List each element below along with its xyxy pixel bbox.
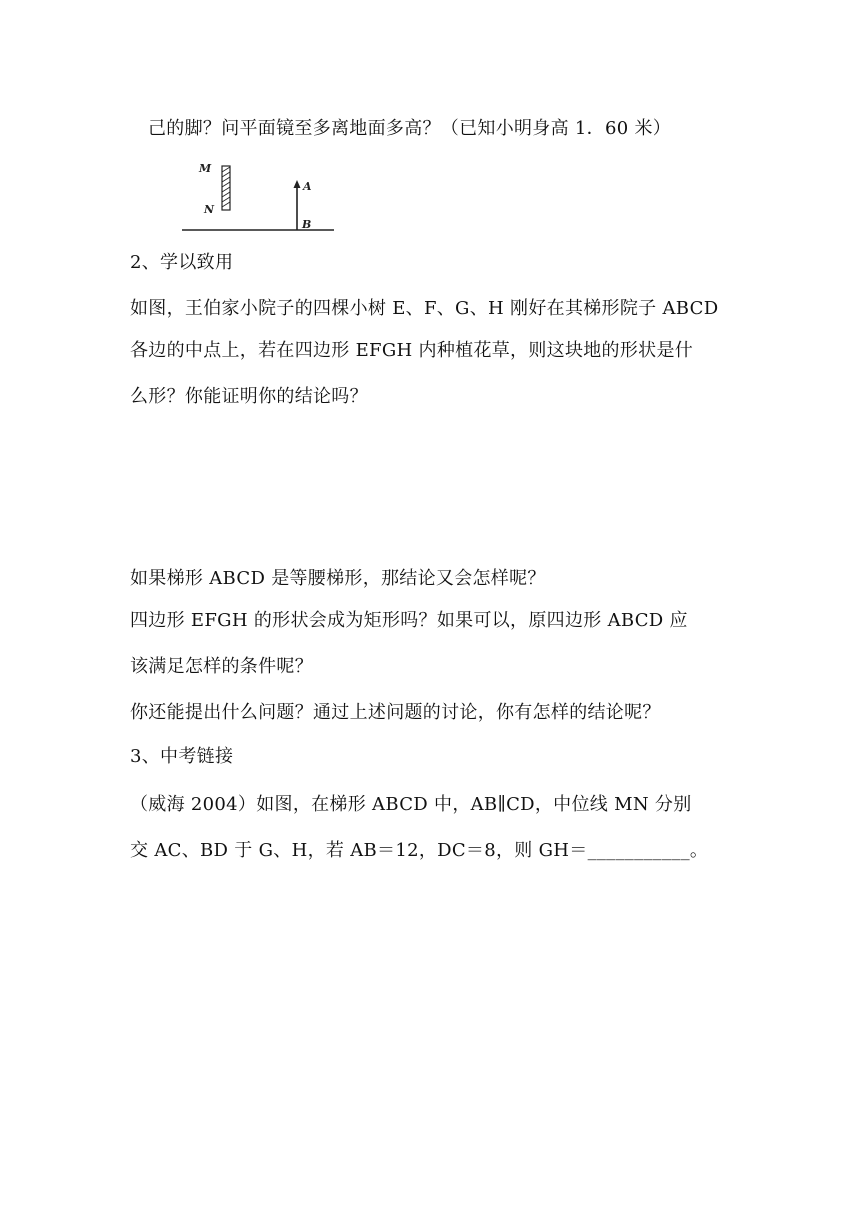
section-3-line-1: （威海 2004）如图，在梯形 ABCD 中，AB∥CD，中位线 MN 分别 (130, 794, 692, 815)
label-m: M (199, 162, 212, 175)
problem-continuation-line: 己的脚？问平面镜至多离地面多高？（已知小明身高 1．60 米） (148, 118, 672, 139)
section-2-line-3: 么形？你能证明你的结论吗？ (130, 386, 368, 407)
section-2-line-1: 如图，王伯家小院子的四棵小树 E、F、G、H 刚好在其梯形院子 ABCD (130, 298, 719, 319)
section-3-heading: 3、中考链接 (130, 746, 234, 767)
question-isosceles: 如果梯形 ABCD 是等腰梯形，那结论又会怎样呢？ (130, 568, 546, 589)
label-b: B (302, 218, 312, 231)
section-2-heading: 2、学以致用 (130, 252, 234, 273)
label-n: N (204, 203, 215, 216)
section-2-line-2: 各边的中点上，若在四边形 EFGH 内种植花草，则这块地的形状是什 (130, 340, 694, 361)
question-rectangle-line-2: 该满足怎样的条件呢？ (130, 656, 313, 677)
label-a: A (303, 180, 312, 193)
arrow-head-icon (294, 180, 301, 188)
mirror-diagram (178, 158, 338, 236)
question-rectangle-line-1: 四边形 EFGH 的形状会成为矩形吗？如果可以，原四边形 ABCD 应 (130, 610, 688, 631)
section-3-line-2: 交 AC、BD 于 G、H，若 AB＝12，DC＝8，则 GH＝___________。 (130, 840, 709, 861)
question-further: 你还能提出什么问题？通过上述问题的讨论，你有怎样的结论呢？ (130, 702, 661, 723)
